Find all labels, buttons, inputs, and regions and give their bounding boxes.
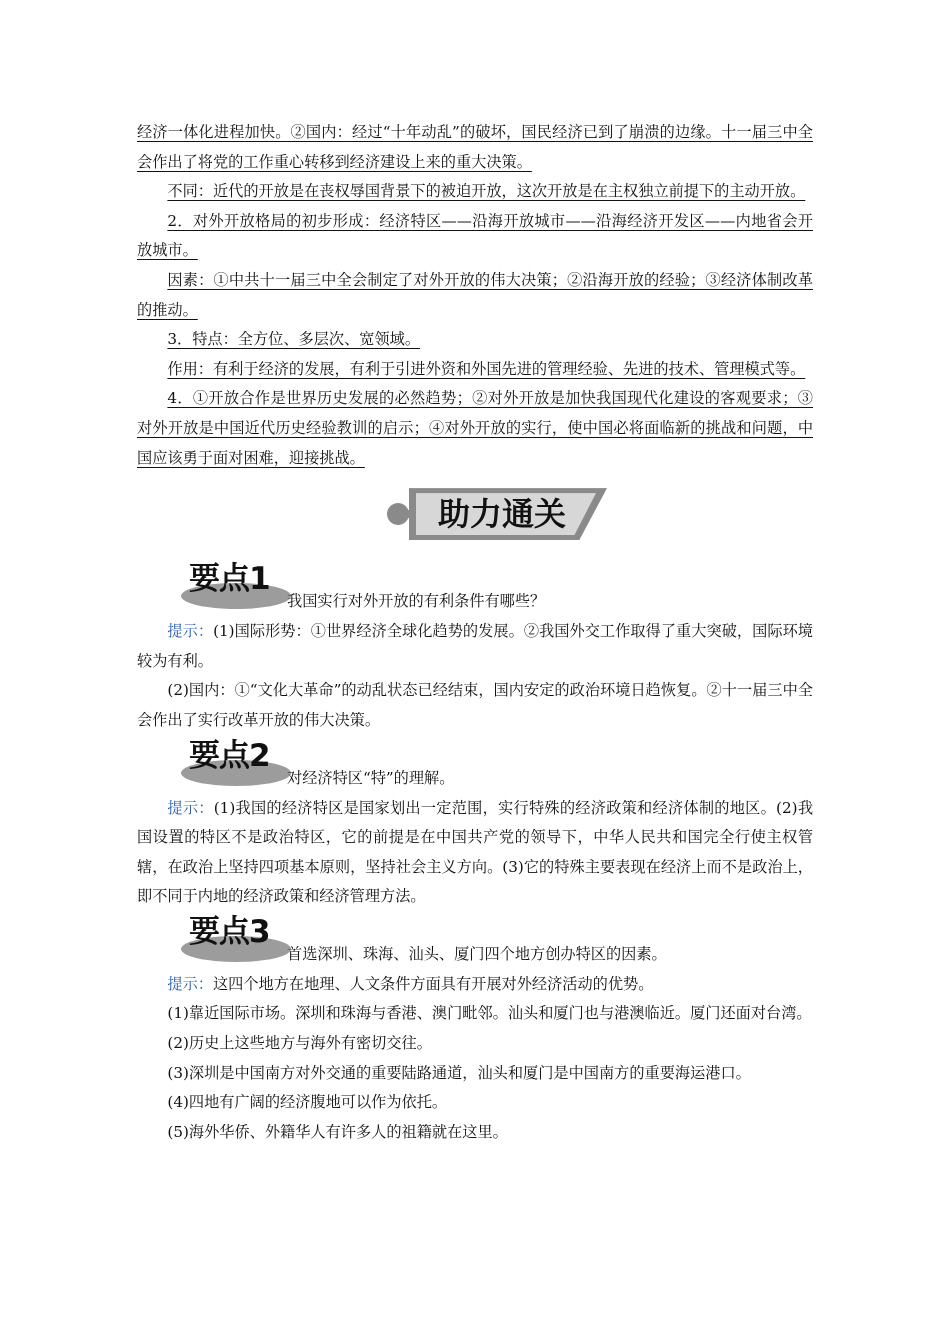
key-point-label: 要点2 [189, 737, 270, 774]
key-point-answer: (4)四地有广阔的经济腹地可以作为依托。 [167, 1093, 448, 1112]
key-point-answer: 提示：这四个地方在地理、人文条件方面具有开展对外经济活动的优势。 [167, 974, 654, 993]
key-point-answer: (3)深圳是中国南方对外交通的重要陆路通道，汕头和厦门是中国南方的重要海运港口。 [167, 1063, 751, 1082]
key-point-header [137, 736, 813, 794]
intro-paragraph: 作用：有利于经济的发展，有利于引进外资和外国先进的管理经验、先进的技术、管理模式等。 [167, 359, 806, 378]
key-point-header [137, 912, 813, 970]
key-point-question: 首选深圳、珠海、汕头、厦门四个地方创办特区的因素。 [287, 944, 667, 963]
intro-paragraph: 因素：①中共十一届三中全会制定了对外开放的伟大决策；②沿海开放的经验；③经济体制改革的推动。 [137, 270, 813, 319]
intro-paragraph: 不同：近代的开放是在丧权辱国背景下的被迫开放，这次开放是在主权独立前提下的主动开放。 [167, 182, 806, 201]
tip-label: 提示： [167, 798, 214, 817]
key-point-answer: 提示：(1)我国的经济特区是国家划出一定范围，实行特殊的经济政策和经济体制的地区。(2)我国设置的特区不是政治特区，它的前提是在中国共产党的领导下，中华人民共和国完全行使主权管辖，在政治上坚持四项基本原则，坚持社会主义方向。(3)它的特殊主要表现在经济上而不是政治上，即不同于内地的经济政策和经济管理方法。 [137, 798, 814, 906]
section-banner [137, 483, 813, 559]
intro-paragraph: 经济一体化进程加快。②国内：经过“十年动乱”的破坏，国民经济已到了崩溃的边缘。十一届三中全会作出了将党的工作重心转移到经济建设上来的重大决策。 [137, 123, 813, 171]
tip-label: 提示： [167, 622, 214, 641]
key-point-header [137, 559, 813, 617]
section-title: 助力通关 [437, 495, 566, 534]
intro-paragraph: 3．特点：全方位、多层次、宽领域。 [167, 330, 421, 349]
document-page [137, 118, 813, 1147]
key-point-answer: (2)国内：①“文化大革命”的动乱状态已经结束，国内安定的政治环境日趋恢复。②十一届三中全会作出了实行改革开放的伟大决策。 [137, 681, 813, 729]
key-point-label: 要点3 [189, 913, 270, 950]
key-point-question: 我国实行对外开放的有利条件有哪些？ [287, 592, 546, 611]
key-point-question: 对经济特区“特”的理解。 [287, 768, 455, 787]
key-point-answer: 提示：(1)国际形势：①世界经济全球化趋势的发展。②我国外交工作取得了重大突破，国际环境较为有利。 [137, 622, 814, 670]
tip-label: 提示： [167, 974, 213, 993]
key-point-label: 要点1 [189, 561, 270, 598]
key-point-answer: (5)海外华侨、外籍华人有许多人的祖籍就在这里。 [167, 1122, 508, 1141]
key-point-answer: (1)靠近国际市场。深圳和珠海与香港、澳门毗邻。汕头和厦门也与港澳临近。厦门还面对台湾。 [167, 1004, 812, 1023]
intro-paragraph: 2．对外开放格局的初步形成：经济特区——沿海开放城市——沿海经济开发区——内地省会开放城市。 [137, 211, 813, 260]
key-point-answer: (2)历史上这些地方与海外有密切交往。 [167, 1034, 432, 1053]
intro-paragraph: 4．①开放合作是世界历史发展的必然趋势；②对外开放是加快我国现代化建设的客观要求；③对外开放是中国近代历史经验教训的启示；④对外开放的实行，使中国必将面临新的挑战和问题，中国应该勇于面对困难，迎接挑战。 [137, 389, 813, 467]
banner-dot [387, 503, 409, 525]
